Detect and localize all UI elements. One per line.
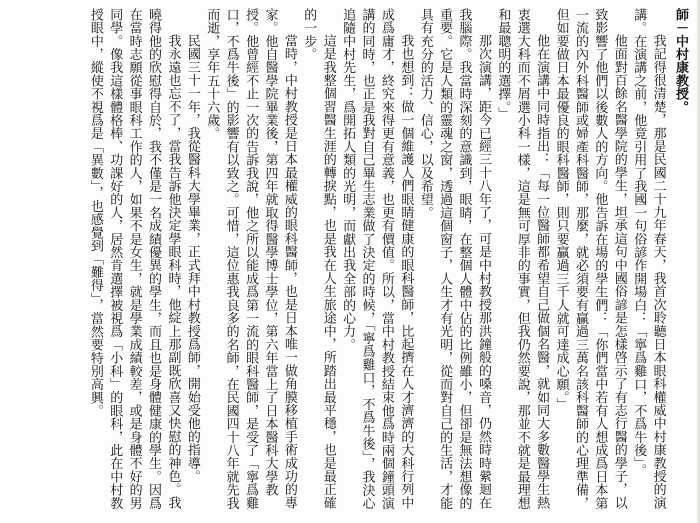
paragraph-teacher-joy: 我永遠也忘不了，當我告訴他決定學眼科時，他綻上那副既欣喜又快慰的神色。我曉得他的欣慰得自於，我不僅是一名成績優異的學生，而且也是身體健康的學生。因爲在當時志願從事眼科工作的人，如果不是女生，就是學業成績較差，或是身體不好的男同學。像我這樣體格棒、功課好的人，居然肯選擇被視爲「小科」的眼科，此在中村教授眼中，縱使不視爲是「異數」，也感覺到「難得」，當然要特別高興。 <box>87 8 181 510</box>
paragraph-lecture-advice: 他面對百餘名醫學院的學生，坦承這句中國俗諺是怎樣啓示了有志行醫的學子，以致影響了他們以後數人的方向。他告訴在場的學生們：「你們當中若有人想成爲日本第一流的內外科醫師或婦產科醫師，那麼，就必須要有贏過三萬名該科醫師的心理準備，但如要做日本最優良的眼科醫師，則只要贏過三千人就可達成心願。」 <box>553 8 627 510</box>
teacher-heading-line: 師－中村康教授。 <box>673 8 688 114</box>
vertical-text-body <box>85 8 690 513</box>
paragraph-life-decision: 我也想到：做一個維護人們眼睛健康的眼科醫師，比起擠在人才濟濟的大科行列中成爲庸才，終究來得更有意義，也更有價值。所以，當中村教授結束他爲時兩個鐘頭演講的同時，也正是我對自己畢生志業做了決定的時候，「寧爲雞口，不爲牛後」，我決心追隨中村先生，爲開拓人類的光明，而獻出我全部的心力。 <box>340 8 414 510</box>
paragraph-nakamura-profile: 當時，中村教授是日本最權威的眼科醫師，也是日本唯一做角膜移植手術成功的專家。他自醫學院畢業後，第四年就取得醫學博士學位，第六年當上了日本醫科大學教授。他曾經不止一次的告訴我說，他之所以能成爲第一流的眼科醫師，是受了「寧爲雞口，不爲牛後」的影響有以致之。可惜，這位惠我良多的名師，在民國四十八年就先我而逝，享年五十六歲。 <box>204 8 297 510</box>
paragraph-eye-importance: 那次演講，距今已經三十八年了，可是中村教授那洪鐘般的嗓音，仍然時時縈迴在我腦際。我當時深刻的意識到，眼睛，在整個人體中佔的比例雖小，但卻是無法想像的重要。它是人類的靈魂之窗，透過這個窗子，人生才有光明，從而對自己的生活，才能具有充分的活力、信心，以及希望。 <box>417 8 491 510</box>
paragraph-graduation: 民國三十一年，我從醫科大學畢業，正式拜中村教授爲師，開始受他的指導。 <box>184 34 200 483</box>
paragraph-turning-point: 這是我整個習醫生涯的轉捩點，也是我在人生旅途中，所踏出最平穩，也是最正確的一步。 <box>301 8 336 510</box>
paragraph-first-lecture: 我記得很清楚，那是民國二十九年春天，我首次聆聽日本眼科權威中村康教授的演講。在演講之前，他竟引用了我國一句俗諺作開場白：「寧爲雞口，不爲牛後」。 <box>631 8 666 510</box>
paragraph-best-choice: 他在演講中同時指出：「每一位醫師都希望自己做個名醫，就如同大多數醫學生熱衷選大科而不屑選小科一樣，這是無可厚非的事實，但我仍然要說，那並不就是最理想和最聰明的選擇。」 <box>495 8 550 510</box>
